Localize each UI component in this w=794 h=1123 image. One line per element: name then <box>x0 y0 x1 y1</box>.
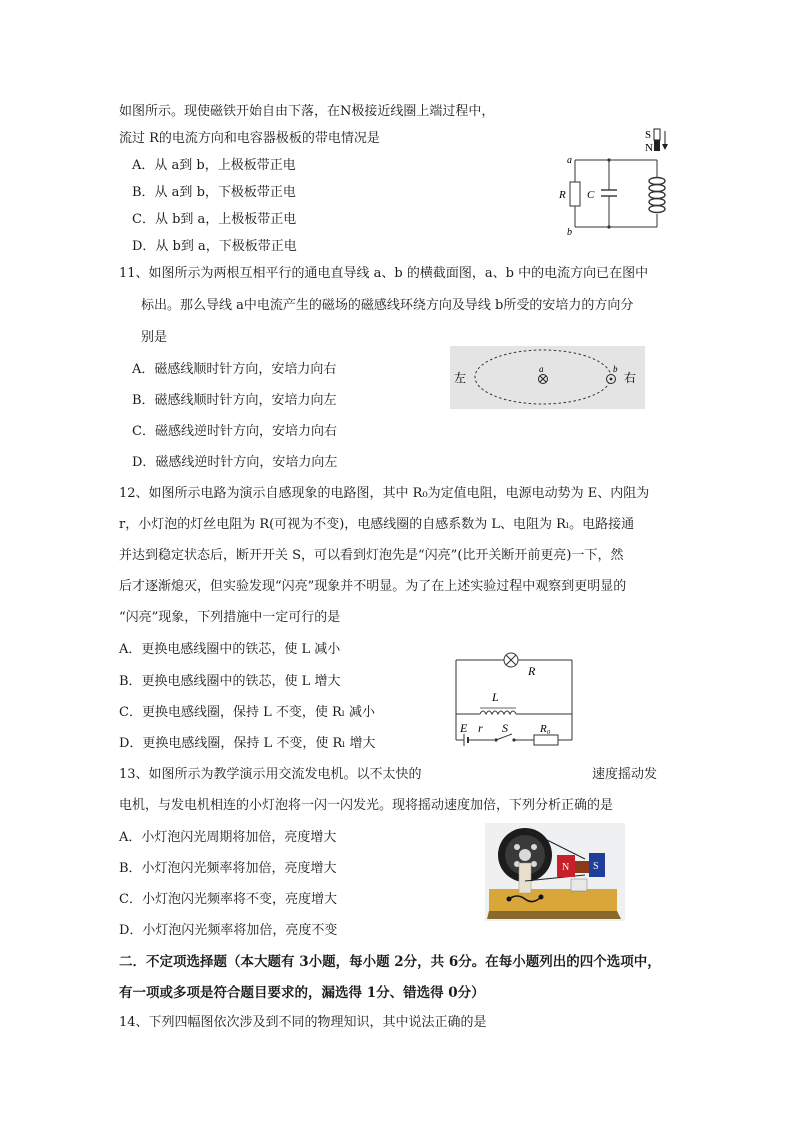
q11-option-a: A．磁感线顺时针方向，安培力向右 <box>132 362 337 377</box>
q11-wires-figure <box>450 346 645 409</box>
q13-option-a: A．小灯泡闪光周期将加倍，亮度增大 <box>119 830 337 845</box>
q10-option-d: D．从 b到 a，下极板带正电 <box>132 239 297 254</box>
wire-b <box>607 375 616 384</box>
magnet-n-text: N <box>562 862 570 873</box>
q10-option-a: A．从 a到 b，上极板带正电 <box>132 158 296 173</box>
q10-stem-line1: 如图所示。现使磁铁开始自由下落，在N极接近线圈上端过程中， <box>119 104 495 119</box>
q11-option-b: B．磁感线顺时针方向，安培力向左 <box>132 393 337 408</box>
fall-arrowhead <box>662 144 668 150</box>
wire-b-label: b <box>613 364 618 374</box>
q13-stem-line1-end: 速度摇动发 <box>592 767 658 782</box>
q12-stem-line5: “闪亮”现象，下列措施中一定可行的是 <box>119 610 341 625</box>
q10-stem-line2: 流过 R的电流方向和电容器极板的带电情况是 <box>119 131 380 146</box>
q13-option-b: B．小灯泡闪光频率将加倍，亮度增大 <box>119 861 337 876</box>
coil <box>649 178 665 213</box>
q13-stem-line1-start: 13、如图所示为教学演示用交流发电机。以不太快的 <box>119 767 422 782</box>
resistor-r-label: R <box>559 189 566 201</box>
q12-stem-line3: 并达到稳定状态后，断开开关 S，可以看到灯泡先是“闪亮”(比开关断开前更亮)一下，然 <box>119 548 624 563</box>
q10-option-c: C．从 b到 a，上极板带正电 <box>132 212 297 227</box>
q13-option-d: D．小灯泡闪光频率将加倍，亮度不变 <box>119 923 338 938</box>
section2-heading-line2: 有一项或多项是符合题目要求的，漏选得 1分、错选得 0分） <box>119 985 485 1001</box>
internal-r-label: r <box>478 721 483 735</box>
q12-option-c: C．更换电感线圈，保持 L 不变，使 Rₗ 减小 <box>119 705 376 720</box>
q12-option-b: B．更换电感线圈中的铁芯，使 L 增大 <box>119 674 341 689</box>
right-label: 右 <box>624 371 637 385</box>
magnet-n-label: N <box>645 142 653 154</box>
switch-s-label: S <box>502 721 508 735</box>
inductor-l-label: L <box>492 690 499 704</box>
q13-stem-line2: 电机，与发电机相连的小灯泡将一闪一闪发光。现将摇动速度加倍，下列分析正确的是 <box>119 798 614 813</box>
wire-a-label: a <box>539 364 544 374</box>
q11-option-d: D．磁感线逆时针方向，安培力向左 <box>132 455 338 470</box>
q11-stem-line2: 标出。那么导线 a中电流产生的磁场的磁感线环绕方向及导线 b所受的安培力的方向分 <box>141 298 634 313</box>
section2-heading-line1: 二．不定项选择题（本大题有 3小题，每小题 2分，共 6分。在每小题列出的四个选项中， <box>119 954 661 970</box>
q14-stem-line1: 14、下列四幅图依次涉及到不同的物理知识，其中说法正确的是 <box>119 1015 487 1030</box>
emf-e-label: E <box>460 721 468 735</box>
magnet-s-text: S <box>593 861 599 872</box>
q10-circuit-figure <box>555 122 680 240</box>
q12-stem-line4: 后才逐渐熄灭，但实验发现“闪亮”现象并不明显。为了在上述实验过程中观察到更明显的 <box>119 579 627 594</box>
resistor-r0-label: R₀ <box>540 723 551 735</box>
small-bulb <box>571 879 587 891</box>
q11-stem-line3: 别是 <box>141 330 168 345</box>
resistor-r <box>570 182 580 206</box>
wheel-support <box>519 863 531 893</box>
lamp <box>504 653 518 667</box>
inductor <box>480 711 516 714</box>
magnet-s-label: S <box>645 129 652 141</box>
q11-stem-line1: 11、如图所示为两根互相平行的通电直导线 a、b 的横截面图，a、b 中的电流方向已在图中 <box>119 266 649 281</box>
left-label: 左 <box>454 371 467 385</box>
magnet-n-pole <box>654 140 660 151</box>
q13-option-c: C．小灯泡闪光频率将不变，亮度增大 <box>119 892 337 907</box>
q11-option-c: C．磁感线逆时针方向，安培力向右 <box>132 424 337 439</box>
q12-stem-line2: r，小灯泡的灯丝电阻为 R(可视为不变)，电感线圈的自感系数为 L、电阻为 Rₗ。电路接通 <box>119 517 635 532</box>
q12-stem-line1: 12、如图所示电路为演示自感现象的电路图，其中 R₀为定值电阻，电源电动势为 E、内阻为 <box>119 486 650 501</box>
q12-option-a: A．更换电感线圈中的铁芯，使 L 减小 <box>119 642 341 657</box>
q12-circuit-figure <box>450 648 578 751</box>
point-b-label: b <box>567 227 572 238</box>
resistor-r0 <box>534 735 558 745</box>
q10-option-b: B．从 a到 b，下极板带正电 <box>132 185 296 200</box>
armature-coil <box>575 861 589 873</box>
q13-generator-photo <box>485 823 625 921</box>
capacitor-c-label: C <box>587 189 595 201</box>
q12-option-d: D．更换电感线圈，保持 L 不变，使 Rₗ 增大 <box>119 736 376 751</box>
magnet-s-pole <box>654 129 660 140</box>
point-a-label: a <box>567 155 572 166</box>
lamp-r-label: R <box>528 664 536 678</box>
